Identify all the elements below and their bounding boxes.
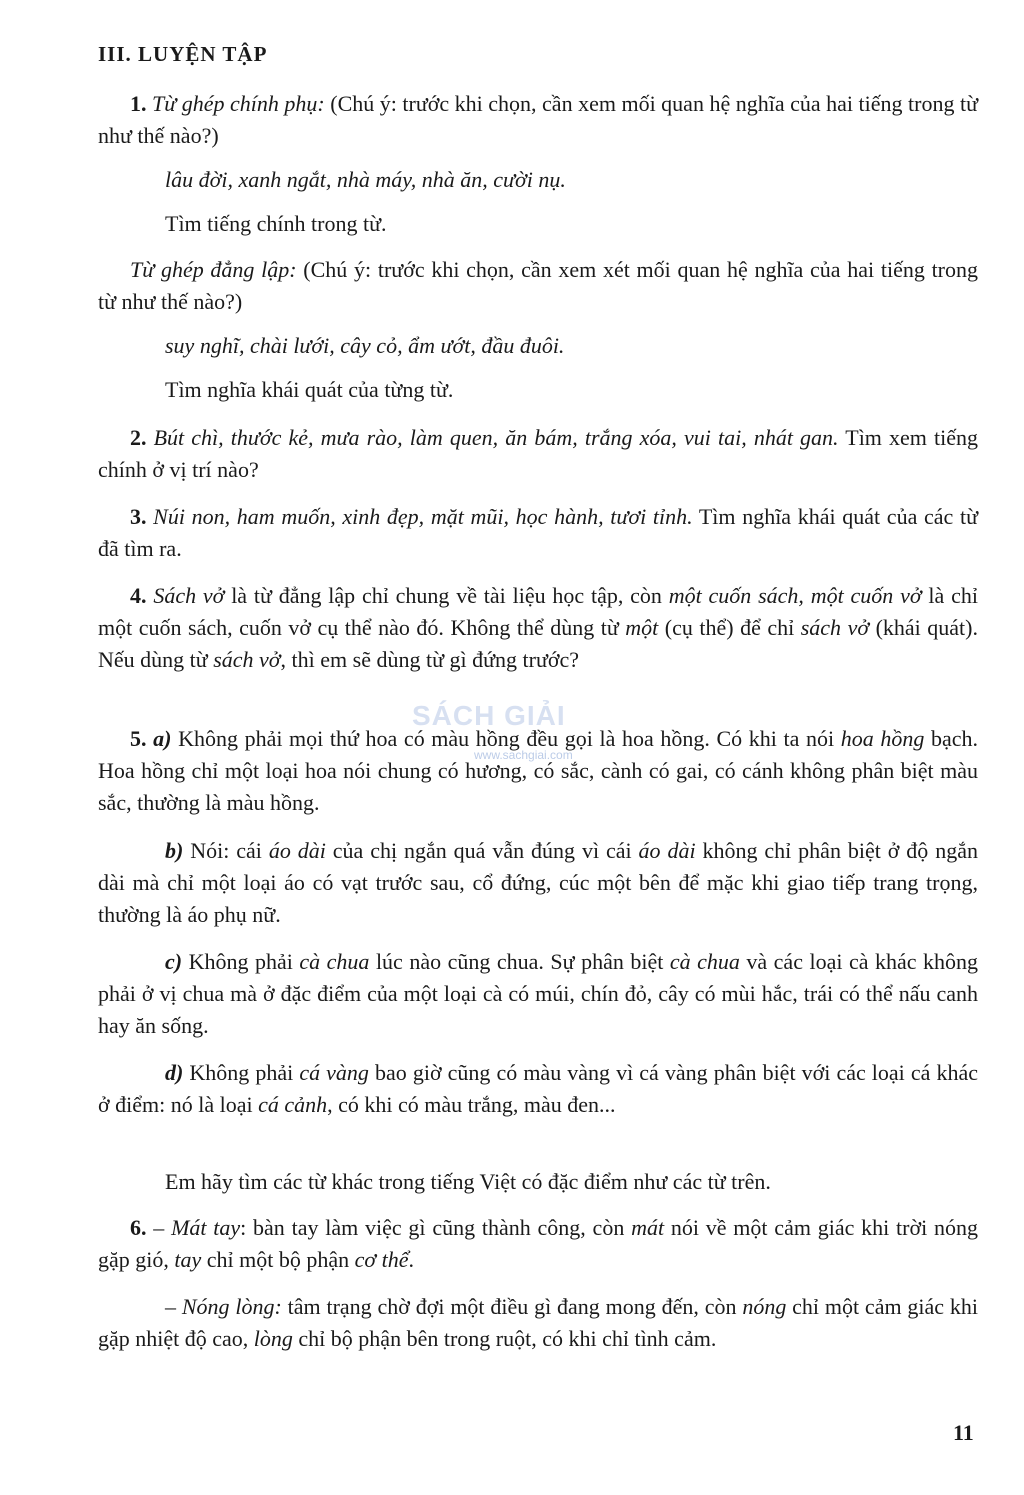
exercise-text: Tìm xem tiếng chính ở vị trí nào? (98, 425, 978, 482)
exercise-text: Không phải (182, 949, 300, 974)
exercise-1-part2 (98, 254, 978, 318)
exercise-4 (98, 580, 978, 676)
example-word: một cuốn sách, một cuốn vở (668, 583, 922, 608)
exercise-5d (98, 1057, 978, 1121)
sub-item-label: a) (153, 726, 172, 751)
example-word: cơ thể (354, 1247, 409, 1272)
exercise-1-task-2: Tìm nghĩa khái quát của từng từ. (165, 377, 454, 402)
example-word: cà chua (669, 949, 740, 974)
dash: – (146, 1215, 172, 1240)
example-word: Sách vở (153, 583, 225, 608)
page-number: 11 (953, 1420, 974, 1445)
exercise-term: Từ ghép đẳng lập: (130, 257, 297, 282)
exercise-note: (Chú ý: trước khi chọn, cần xem mối quan hệ nghĩa của hai tiếng trong từ như thế nào?) (98, 91, 979, 148)
sub-item-label: b) (165, 838, 184, 863)
exercise-6b (98, 1291, 978, 1355)
exercise-6a (98, 1212, 978, 1276)
exercise-words: Núi non, ham muốn, xinh đẹp, mặt mũi, học hành, tươi tỉnh. (153, 504, 693, 529)
exercise-text: của chị ngắn quá vẫn đúng vì cái (325, 838, 639, 863)
exercise-text: không chỉ phân biệt ở độ ngắn dài mà chỉ một loại áo có vạt trước sau, cổ đứng, cúc một bên để mặc khi giao tiếp trang trọng, thường là áo phụ nữ. (98, 838, 978, 927)
exercise-text: là chỉ một cuốn sách, cuốn vở cụ thể nào đó. Không thể dùng từ (98, 583, 978, 640)
exercise-1-words-2: suy nghĩ, chài lưới, cây cỏ, ẩm ướt, đầu đuôi. (165, 333, 565, 358)
exercise-number: 1. (130, 91, 147, 116)
example-word: sách vở (213, 647, 281, 672)
example-word: cá vàng (299, 1060, 369, 1085)
dash: – (165, 1294, 182, 1319)
exercise-text: , có khi có màu trắng, màu đen... (327, 1092, 616, 1117)
exercise-text: nói về một cảm giác khi trời nóng gặp gió, (98, 1215, 978, 1272)
exercise-number: 2. (130, 425, 147, 450)
watermark-url: www.sachgiai.com (474, 748, 573, 762)
exercise-3 (98, 501, 978, 565)
exercise-text: bạch. Hoa hồng chỉ một loại hoa nói chung có hương, có sắc, cành có gai, có cánh không phân biệt màu sắc, thường là màu hồng. (98, 726, 979, 815)
exercise-term: Từ ghép chính phụ: (152, 91, 325, 116)
exercise-1-task: Tìm tiếng chính trong từ. (165, 211, 387, 236)
exercise-text: Không phải (183, 1060, 300, 1085)
sub-item-label: d) (165, 1060, 184, 1085)
exercise-text: và các loại cà khác không phải ở vị chua mà ở đặc điểm của một loại cà có múi, chín đỏ, cây có mùi hắc, trái có thể nấu canh hay ăn sống. (98, 949, 979, 1038)
exercise-5b (98, 835, 978, 931)
exercise-text: (cụ thể) để chỉ (658, 615, 801, 640)
sub-item-label: c) (165, 949, 183, 974)
exercise-1-intro (98, 88, 978, 152)
exercise-2 (98, 422, 978, 486)
watermark-brand: SÁCH GIẢI (412, 700, 566, 731)
exercise-number: 3. (130, 504, 147, 529)
example-word: tay (174, 1247, 202, 1272)
exercise-text: : bàn tay làm việc gì cũng thành công, còn (240, 1215, 632, 1240)
exercise-text: chỉ một bộ phận (201, 1247, 355, 1272)
exercise-words: Bút chì, thước kẻ, mưa rào, làm quen, ăn bám, trắng xóa, vui tai, nhát gan. (153, 425, 839, 450)
example-word: nóng (742, 1294, 787, 1319)
exercise-1-words: lâu đời, xanh ngắt, nhà máy, nhà ăn, cười nụ. (165, 167, 566, 192)
exercise-text: bao giờ cũng có màu vàng vì cá vàng phân biệt với các loại cá khác ở điểm: nó là loại (98, 1060, 979, 1117)
exercise-text: chỉ bộ phận bên trong ruột, có khi chỉ tình cảm. (292, 1326, 717, 1351)
example-word: mát (631, 1215, 665, 1240)
exercise-text: Không phải mọi thứ hoa có màu hồng đều gọi là hoa hồng. Có khi ta nói (171, 726, 841, 751)
exercise-number: 4. (130, 583, 147, 608)
example-word: Mát tay (171, 1215, 241, 1240)
example-word: hoa hồng (840, 726, 925, 751)
example-word: lòng (253, 1326, 293, 1351)
exercise-text: Nói: cái (183, 838, 269, 863)
section-heading: III. LUYỆN TẬP (98, 42, 268, 66)
example-word: sách vở (800, 615, 870, 640)
exercise-text: lúc nào cũng chua. Sự phân biệt (369, 949, 670, 974)
exercise-number: 6. (130, 1215, 147, 1240)
exercise-5a (98, 723, 978, 819)
example-word: cá cảnh (258, 1092, 328, 1117)
exercise-number: 5. (130, 726, 147, 751)
example-word: cà chua (299, 949, 370, 974)
exercise-text: , thì em sẽ dùng từ gì đứng trước? (280, 647, 580, 672)
example-word: áo dài (638, 838, 696, 863)
exercise-text: chỉ một cảm giác khi gặp nhiệt độ cao, (98, 1294, 978, 1351)
exercise-text: là từ đẳng lập chỉ chung về tài liệu học tập, còn (224, 583, 669, 608)
exercise-5c (98, 946, 978, 1042)
example-word: Nóng lòng: (181, 1294, 282, 1319)
exercise-text: (khái quát). Nếu dùng từ (98, 615, 978, 672)
exercise-text: . (408, 1247, 415, 1272)
example-word: áo dài (268, 838, 326, 863)
example-word: một (625, 615, 659, 640)
exercise-text: Tìm nghĩa khái quát của các từ đã tìm ra. (98, 504, 978, 561)
exercise-text: tâm trạng chờ đợi một điều gì đang mong đến, còn (281, 1294, 743, 1319)
exercise-note: (Chú ý: trước khi chọn, cần xem xét mối quan hệ nghĩa của hai tiếng trong từ như thế nào?) (98, 257, 979, 314)
exercise-5-task: Em hãy tìm các từ khác trong tiếng Việt có đặc điểm như các từ trên. (165, 1169, 771, 1194)
